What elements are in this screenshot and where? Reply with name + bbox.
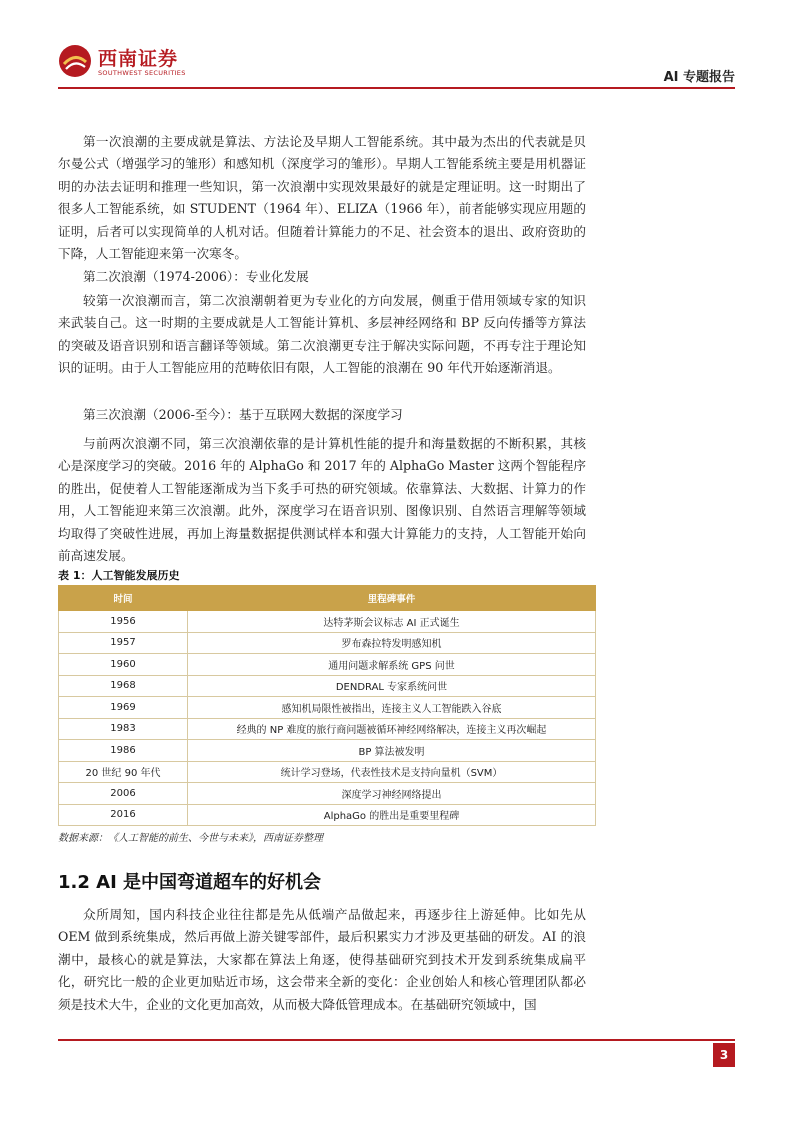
section-title: 1.2 AI 是中国弯道超车的好机会 <box>58 872 322 893</box>
header-milestone: 里程碑事件 <box>188 586 596 611</box>
cell-event: 深度学习神经网络提出 <box>188 783 596 805</box>
paragraph-third-wave: 与前两次浪潮不同，第三次浪潮依靠的是计算机性能的提升和海量数据的不断积累，其核心是深度学习的突破。2016 年的 AlphaGo 和 2017 年的 AlphaGo Master 这两个智能程序的胜出，促使着人工智能逐渐成为当下炙手可热的研究领域。依靠算法、大数据、计算力的作用，人工智能迎来第三次浪潮。此外，深度学习在语音识别、图像识别、自然语言理解等领域均取得了突破性进展，再加上海量数据提供测试样本和强大计算能力的支持，人工智能开始向前高速发展。 <box>58 436 586 564</box>
subheading-second-wave: 第二次浪潮（1974-2006）：专业化发展 <box>83 269 309 284</box>
cell-event: 经典的 NP 难度的旅行商问题被循环神经网络解决，连接主义再次崛起 <box>188 718 596 740</box>
paragraph-second-wave: 较第一次浪潮而言，第二次浪潮朝着更为专业化的方向发展，侧重于借用领域专家的知识来武装自己。这一时期的主要成就是人工智能计算机、多层神经网络和 BP 反向传播等方算法的突破及语音识别和语言翻译等领域。第二次浪潮更专注于解决实际问题，不再专注于理论知识的证明。由于人工智能应用的范畴依旧有限，人工智能的浪潮在 90 年代开始逐渐消退。 <box>58 293 586 376</box>
paragraph-opportunity: 众所周知，国内科技企业往往都是先从低端产品做起来，再逐步往上游延伸。比如先从 OEM 做到系统集成，然后再做上游关键零部件，最后积累实力才涉及更基础的研发。AI 的浪潮中，最核心的就是算法，大家都在算法上角逐，使得基础研究到技术开发到系统集成扁平化，研究比一般的企业更加贴近市场，这会带来全新的变化：企业创始人和核心管理团队都必须是技术大牛，企业的文化更加高效，从而极大降低管理成本。在基础研究领域中，国 <box>58 907 586 1012</box>
cell-time: 2006 <box>59 783 188 805</box>
cell-time: 1956 <box>59 611 188 633</box>
cell-event: BP 算法被发明 <box>188 740 596 762</box>
cell-event: 达特茅斯会议标志 AI 正式诞生 <box>188 611 596 633</box>
table-row <box>59 611 596 633</box>
cell-time: 1983 <box>59 718 188 740</box>
table-caption: 表 1：人工智能发展历史 <box>58 569 180 582</box>
report-title: AI 专题报告 <box>663 70 735 85</box>
table-row <box>59 761 596 783</box>
table-header-row <box>59 586 596 611</box>
logo-emblem-icon <box>58 44 92 78</box>
cell-event: 通用问题求解系统 GPS 问世 <box>188 654 596 676</box>
ai-history-table <box>58 585 596 826</box>
cell-event: 统计学习登场，代表性技术是支持向量机（SVM） <box>188 761 596 783</box>
table-row <box>59 675 596 697</box>
table-row <box>59 697 596 719</box>
table-row <box>59 783 596 805</box>
table-row <box>59 654 596 676</box>
logo-chinese-name: 西南证券 <box>98 48 179 70</box>
cell-time: 2016 <box>59 804 188 826</box>
paragraph-first-wave: 第一次浪潮的主要成就是算法、方法论及早期人工智能系统。其中最为杰出的代表就是贝尔曼公式（增强学习的雏形）和感知机（深度学习的雏形）。早期人工智能系统主要是用机器证明的办法去证明和推理一些知识，第一次浪潮中实现效果最好的就是定理证明。这一时期出了很多人工智能系统，如 STUDENT（1964 年）、ELIZA（1966 年），前者能够实现应用题的证明，后者可以实现简单的人机对话。但随着计算能力的不足、社会资本的退出、政府资助的下降，人工智能迎来第一次寒冬。 <box>58 134 586 262</box>
cell-event: 罗布森拉特发明感知机 <box>188 632 596 654</box>
cell-time: 1986 <box>59 740 188 762</box>
header-time: 时间 <box>59 586 188 611</box>
logo-english-name: SOUTHWEST SECURITIES <box>98 69 186 77</box>
table-row <box>59 718 596 740</box>
table-source-note: 数据来源：《人工智能的前生、今世与未来》，西南证券整理 <box>58 833 323 844</box>
cell-time: 20 世纪 90 年代 <box>59 761 188 783</box>
page-number: 3 <box>713 1043 735 1067</box>
footer-divider <box>58 1039 735 1041</box>
subheading-third-wave: 第三次浪潮（2006-至今）：基于互联网大数据的深度学习 <box>83 407 403 422</box>
cell-event: AlphaGo 的胜出是重要里程碑 <box>188 804 596 826</box>
cell-event: 感知机局限性被指出，连接主义人工智能跌入谷底 <box>188 697 596 719</box>
cell-time: 1957 <box>59 632 188 654</box>
cell-time: 1969 <box>59 697 188 719</box>
header-divider <box>58 87 735 89</box>
company-logo <box>58 42 228 86</box>
cell-time: 1968 <box>59 675 188 697</box>
table-row <box>59 804 596 826</box>
table-row <box>59 632 596 654</box>
cell-time: 1960 <box>59 654 188 676</box>
table-row <box>59 740 596 762</box>
cell-event: DENDRAL 专家系统问世 <box>188 675 596 697</box>
